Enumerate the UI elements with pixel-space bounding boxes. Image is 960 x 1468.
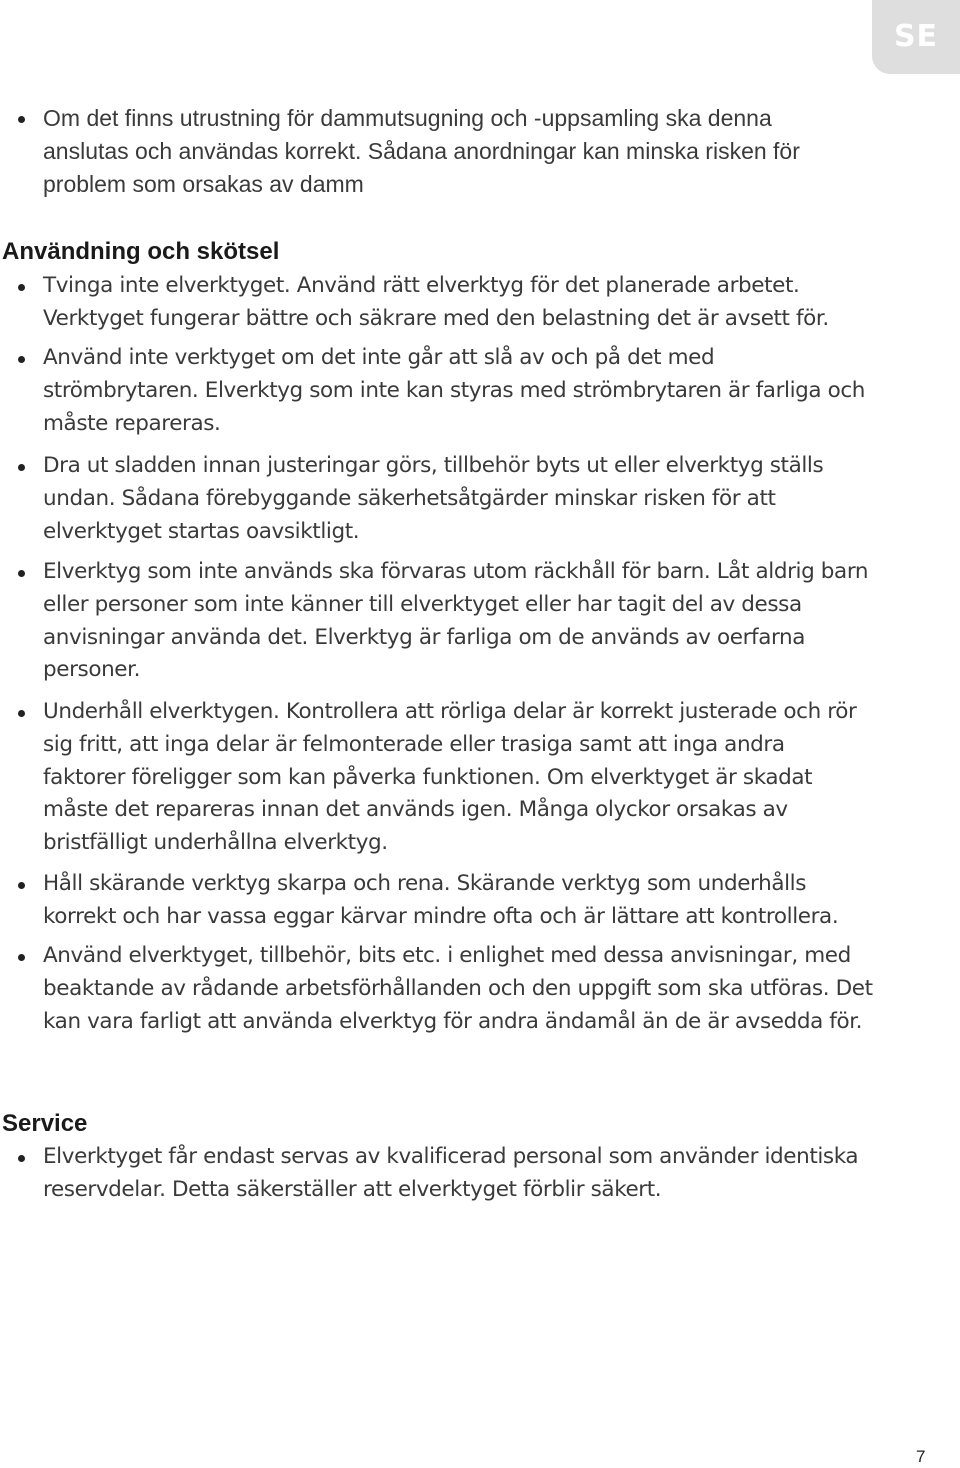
list-item-text: Håll skärande verktyg skarpa och rena. Skärande verktyg som underhålls korrekt och har vassa eggar kärvar mindre ofta och är lättare att kontrollera.: [43, 871, 839, 929]
bullet-icon: [18, 570, 25, 577]
page-number: 7: [916, 1447, 926, 1466]
section-heading-service: Service: [2, 1110, 88, 1137]
bullet-icon: [18, 954, 25, 961]
section-heading-usage: Användning och skötsel: [2, 238, 280, 265]
list-item-text: Elverktyg som inte används ska förvaras utom räckhåll för barn. Låt aldrig barn eller personer som inte känner till elverktyget eller har tagit del av dessa anvisningar använda det. Elverktyg är farliga om de används av oerfarna personer.: [43, 559, 869, 683]
language-tab: SE: [872, 0, 960, 74]
list-item-text: Tvinga inte elverktyget. Använd rätt elverktyg för det planerade arbetet. Verktyget fungerar bättre och säkrare med den belastning det är avsett för.: [43, 273, 829, 331]
list-item-text: Elverktyget får endast servas av kvalificerad personal som använder identiska reservdelar. Detta säkerställer att elverktyget förblir säkert.: [43, 1144, 859, 1202]
list-item-text: Dra ut sladden innan justeringar görs, tillbehör byts ut eller elverktyg ställs undan. Sådana förebyggande säkerhetsåtgärder minskar risken för att elverktyget startas oavsiktligt.: [43, 453, 824, 544]
list-item-text: Om det finns utrustning för dammutsugning och -uppsamling ska denna anslutas och användas korrekt. Sådana anordningar kan minska risken för problem som orsakas av damm: [43, 105, 800, 197]
bullet-icon: [18, 882, 25, 889]
bullet-icon: [18, 116, 25, 123]
bullet-icon: [18, 464, 25, 471]
bullet-icon: [18, 356, 25, 363]
list-item-text: Använd inte verktyget om det inte går att slå av och på det med strömbrytaren. Elverktyg som inte kan styras med strömbrytaren är farliga och måste repareras.: [43, 345, 866, 436]
bullet-icon: [18, 710, 25, 717]
list-item-text: Underhåll elverktygen. Kontrollera att rörliga delar är korrekt justerade och rör sig fritt, att inga delar är felmonterade eller trasiga samt att inga andra faktorer föreligger som kan påverka funktionen. Om elverktyget är skadat måste det repareras innan det används igen. Många olyckor orsakas av bristfälligt underhållna elverktyg.: [43, 699, 857, 856]
bullet-icon: [18, 284, 25, 291]
bullet-icon: [18, 1155, 25, 1162]
list-item-text: Använd elverktyget, tillbehör, bits etc. i enlighet med dessa anvisningar, med beaktande av rådande arbetsförhållanden och den uppgift som ska utföras. Det kan vara farligt att använda elverktyg för andra ändamål än de är avsedda för.: [43, 943, 873, 1034]
